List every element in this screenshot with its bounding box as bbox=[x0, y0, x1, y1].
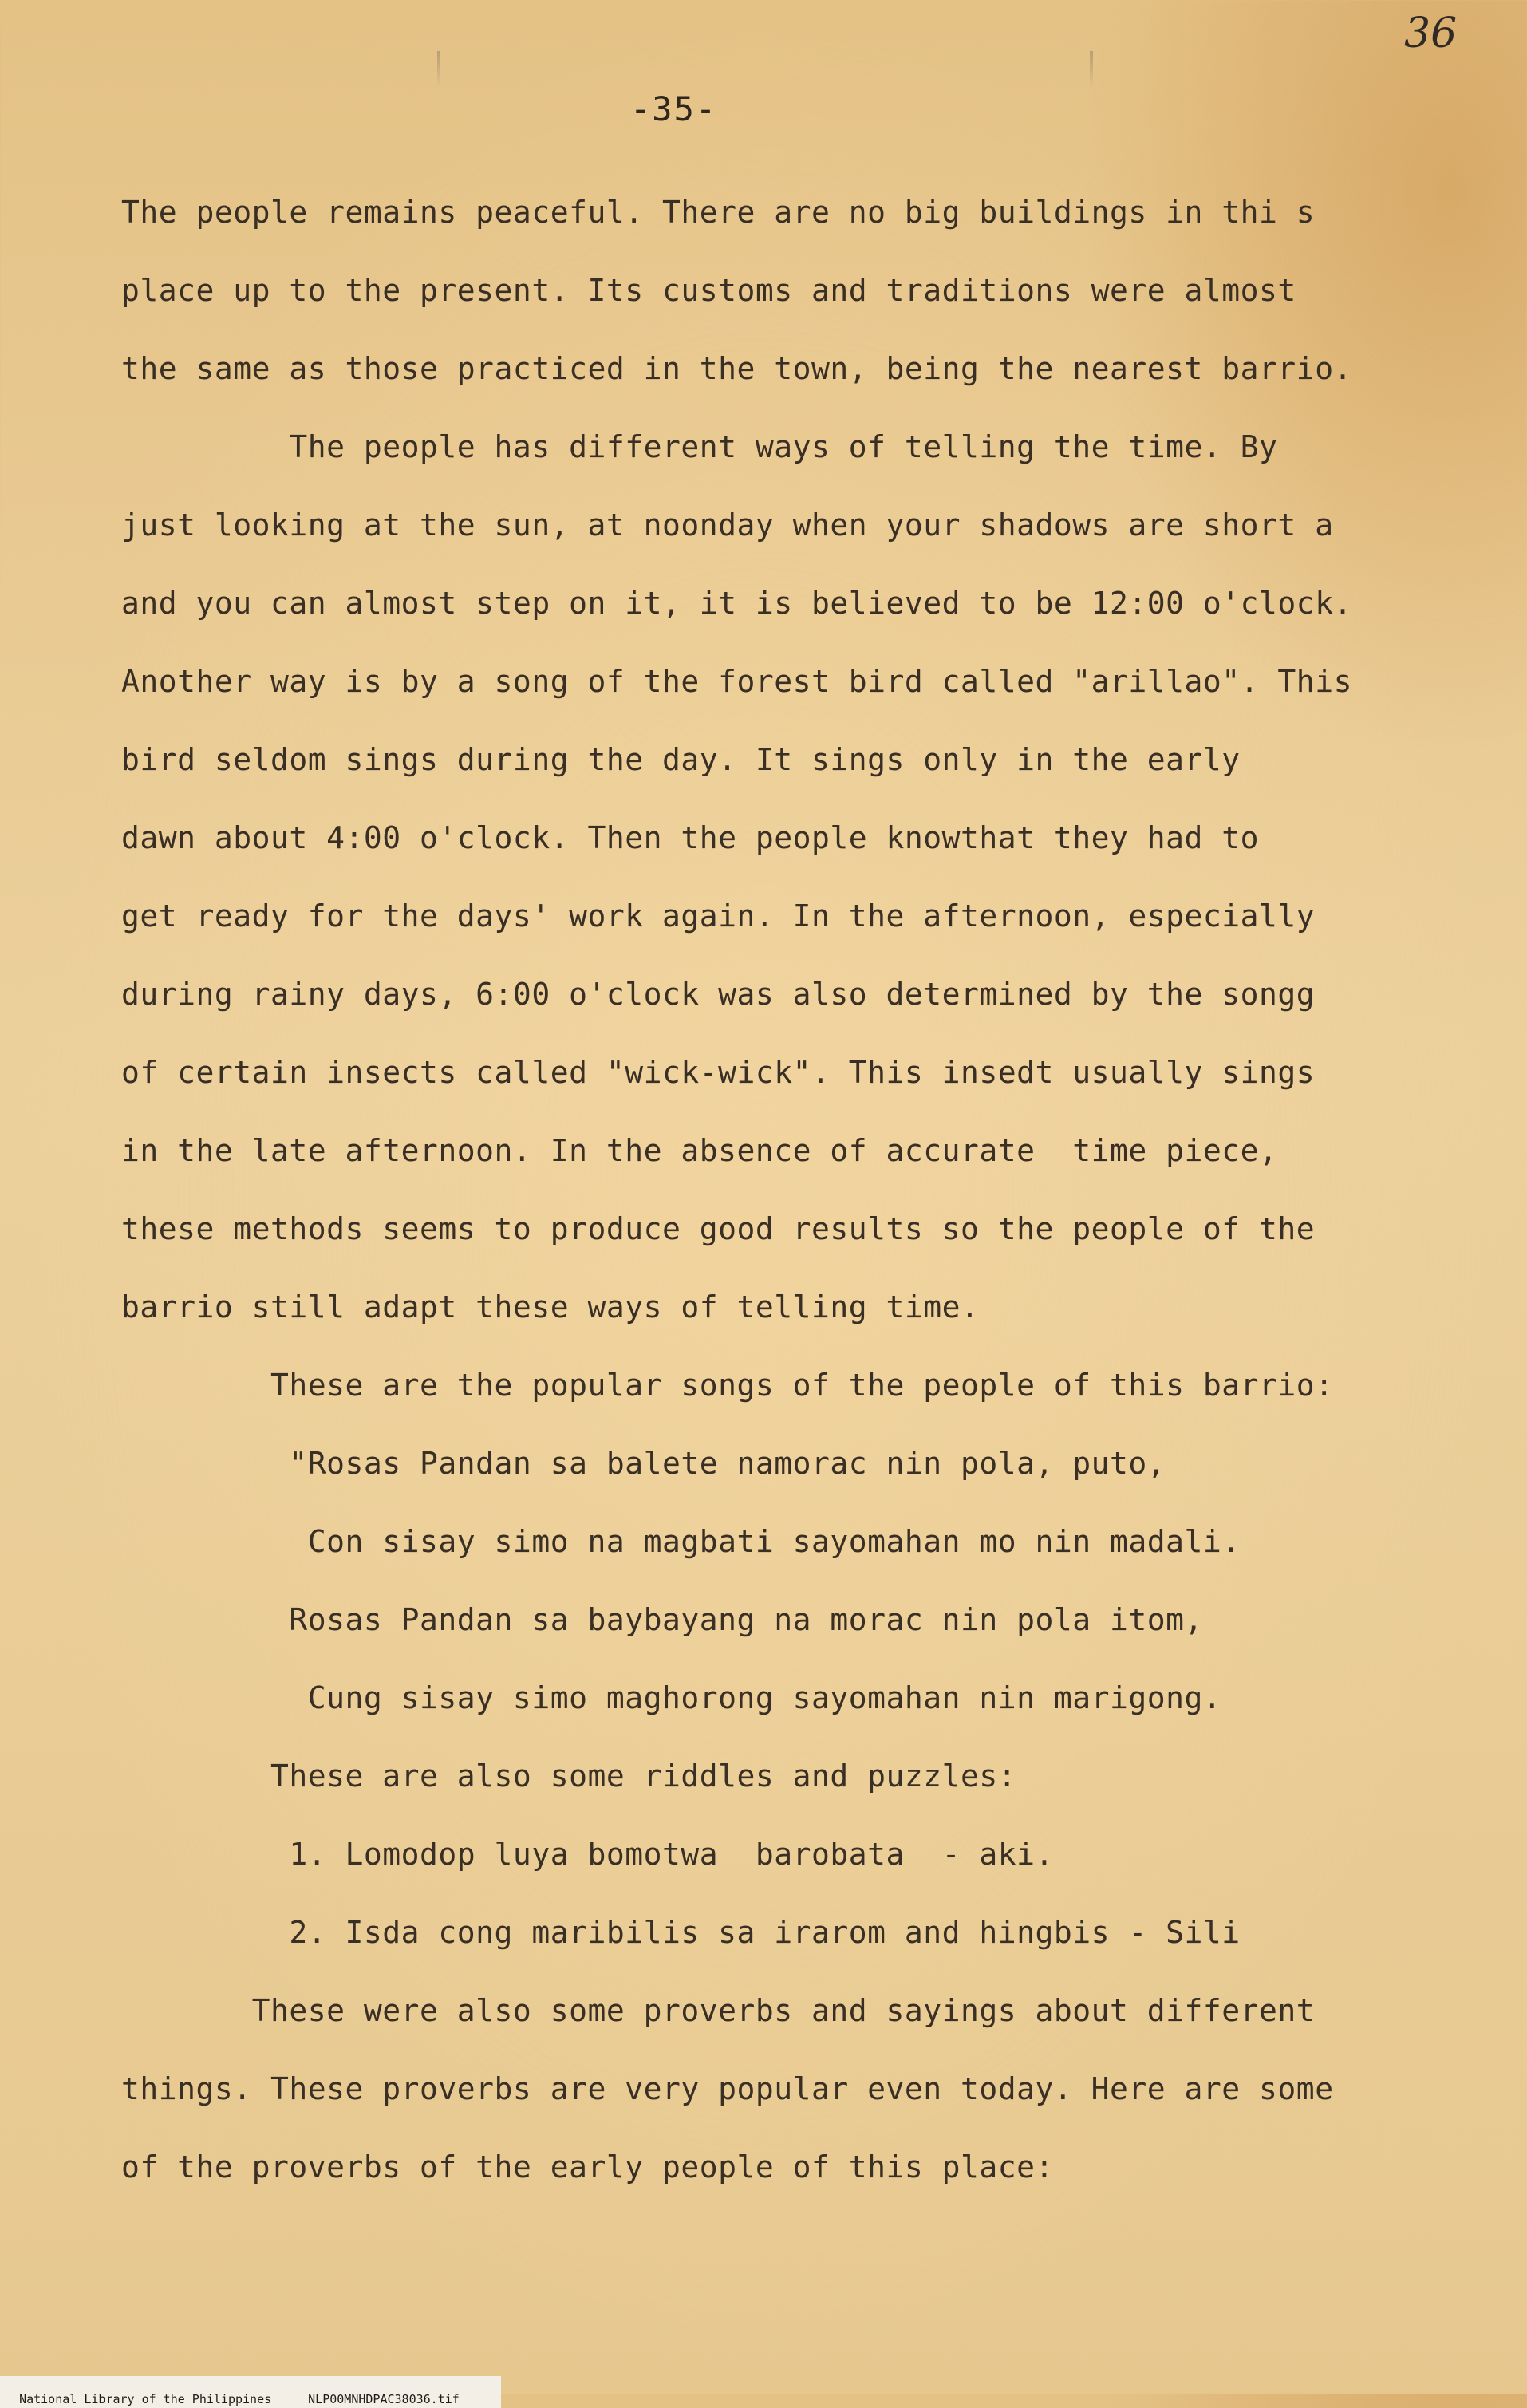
page-number: -35- bbox=[630, 89, 718, 128]
pin-mark-left bbox=[437, 51, 440, 88]
text-line: during rainy days, 6:00 o'clock was also determined by the songg bbox=[121, 977, 1316, 1012]
text-line: these methods seems to produce good results so the people of the bbox=[121, 1211, 1316, 1246]
folio-number: 36 bbox=[1404, 10, 1458, 57]
text-line: dawn about 4:00 o'clock. Then the people knowthat they had to bbox=[121, 820, 1260, 855]
text-line: Cung sisay simo maghorong sayomahan nin marigong. bbox=[121, 1680, 1222, 1715]
text-line: These were also some proverbs and sayings about different bbox=[121, 1993, 1316, 2028]
text-line: barrio still adapt these ways of telling time. bbox=[121, 1289, 980, 1324]
text-line: The people has different ways of telling the time. By bbox=[121, 429, 1278, 464]
text-line: Rosas Pandan sa baybayang na morac nin pola itom, bbox=[121, 1602, 1203, 1637]
text-line: These are the popular songs of the people of this barrio: bbox=[121, 1368, 1334, 1403]
footer-library: National Library of the Philippines bbox=[19, 2392, 272, 2406]
text-line: Con sisay simo na magbati sayomahan mo nin madali. bbox=[121, 1524, 1241, 1559]
text-line: things. These proverbs are very popular even today. Here are some bbox=[121, 2071, 1334, 2106]
text-line: These are also some riddles and puzzles: bbox=[121, 1759, 1017, 1794]
text-line: the same as those practiced in the town, being the nearest barrio. bbox=[121, 351, 1352, 386]
scan-footer bbox=[0, 2376, 501, 2408]
text-line: bird seldom sings during the day. It sings only in the early bbox=[121, 742, 1241, 777]
text-line: of the proverbs of the early people of this place: bbox=[121, 2149, 1054, 2185]
text-line: just looking at the sun, at noonday when your shadows are short a bbox=[121, 507, 1334, 543]
pin-mark-right bbox=[1090, 51, 1093, 88]
text-line: 2. Isda cong maribilis sa irarom and hingbis - Sili bbox=[121, 1915, 1241, 1950]
text-line: The people remains peaceful. There are no big buildings in thi s bbox=[121, 195, 1316, 230]
text-line: 1. Lomodop luya bomotwa barobata - aki. bbox=[121, 1837, 1054, 1872]
text-line: and you can almost step on it, it is believed to be 12:00 o'clock. bbox=[121, 586, 1352, 621]
text-line: "Rosas Pandan sa balete namorac nin pola, puto, bbox=[121, 1446, 1166, 1481]
text-line: of certain insects called "wick-wick". This insedt usually sings bbox=[121, 1055, 1316, 1090]
text-line: in the late afternoon. In the absence of accurate time piece, bbox=[121, 1133, 1278, 1168]
text-line: Another way is by a song of the forest bird called "arillao". This bbox=[121, 664, 1352, 699]
text-line: get ready for the days' work again. In the afternoon, especially bbox=[121, 898, 1316, 934]
footer-file: NLP00MNHDPAC38036.tif bbox=[308, 2392, 460, 2406]
text-line: place up to the present. Its customs and traditions were almost bbox=[121, 273, 1296, 308]
